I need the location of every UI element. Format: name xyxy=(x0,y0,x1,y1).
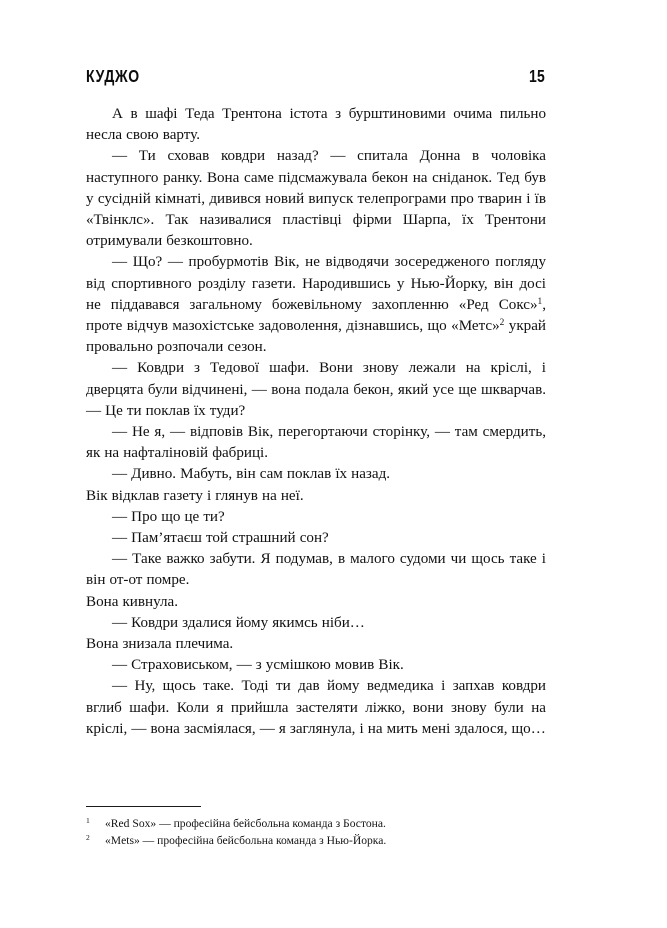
footnote-marker-2[interactable]: 2 xyxy=(499,318,505,329)
footnote-number xyxy=(86,816,105,832)
paragraph: А в шафі Теда Трентона істота з бурштиновими очима пильно несла свою варту. xyxy=(86,106,546,144)
paragraph: Вік відклав газету і глянув на неї. xyxy=(86,487,304,504)
paragraph: — Дивно. Мабуть, він сам поклав їх назад. xyxy=(112,466,391,483)
paragraph: — Ти сховав ковдри назад? — спитала Донна в чоловіка наступного ранку. Вона саме підсмажувала бекон на сніданок. Тед був у сусідній кімнаті, дивився новий випуск телепрограми про тварин і їв «Твінклс». Так називалися пластівці фірми Шарпа, їх Трентони отримували безкоштовно. xyxy=(86,148,546,250)
paragraph: — Ковдри здалися йому якимсь ніби… xyxy=(112,614,365,631)
body-text xyxy=(86,104,546,740)
paragraph: — Ну, щось таке. Тоді ти дав йому ведмедика і запхав ковдри вглиб шафи. Коли я прийшла застеляти ліжко, вони знову були на кріслі, — вона засміялася, — я заглянула, і на мить мені здалося, що… xyxy=(86,678,546,737)
footnote-separator-rule xyxy=(86,806,201,807)
footnote-item xyxy=(86,816,546,832)
paragraph: — Таке важко забути. Я подумав, в малого судоми чи щось таке і він от-от помре. xyxy=(86,551,546,589)
footnote-text: «Red Sox» — професійна бейсбольна команда з Бостона. xyxy=(105,817,386,831)
paragraph: — Не я, — відповів Вік, перегортаючи сторінку, — там смердить, як на нафталіновій фабриці. xyxy=(86,424,546,462)
footnotes-section xyxy=(86,806,546,849)
paragraph: Вона знизала плечима. xyxy=(86,636,234,653)
footnote-item xyxy=(86,833,546,849)
page-number: 15 xyxy=(528,66,545,86)
footnote-number xyxy=(86,833,105,849)
paragraph-segment: — Що? — пробурмотів Вік, не відводячи зосередженого погляду від спортивного розділу газети. Народившись у Нью-Йорку, він досі не піддавався загальному божевільному захопленню «Ред Сокс» xyxy=(86,254,546,313)
paragraph: — Про що це ти? xyxy=(112,508,225,525)
paragraph: — Страховиськом, — з усмішкою мовив Вік. xyxy=(112,657,404,674)
paragraph: — Ковдри з Тедової шафи. Вони знову лежали на кріслі, і дверцята були відчинені, — вона подала бекон, який усе ще шкварчав. — Це ти поклав їх туди? xyxy=(86,360,546,419)
footnote-marker-1[interactable]: 1 xyxy=(537,296,543,307)
paragraph-segment: украй провально розпочали сезон. xyxy=(86,318,546,356)
paragraph: — Пам’ятаєш той страшний сон? xyxy=(112,530,329,547)
book-title: КУДЖО xyxy=(86,66,140,86)
footnote-number-text: 2 xyxy=(86,832,90,842)
paragraph xyxy=(86,252,546,358)
paragraph-segment: , проте відчув мазохістське задоволення, дізнавшись, що «Метс» xyxy=(86,296,546,335)
paragraph: Вона кивнула. xyxy=(86,593,178,610)
footnote-text: «Mets» — професійна бейсбольна команда з Нью-Йорка. xyxy=(105,833,387,847)
footnote-number-text: 1 xyxy=(86,816,90,826)
running-head xyxy=(86,66,545,92)
